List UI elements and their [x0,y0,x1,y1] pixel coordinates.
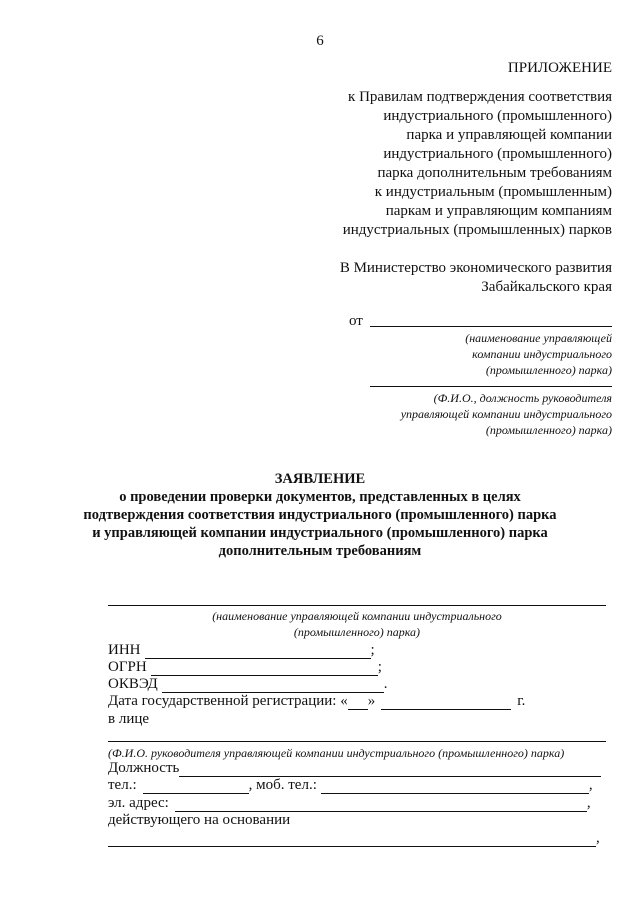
appendix-line: парка и управляющей компании [406,127,612,143]
punctuation: , [586,795,591,811]
inn-field[interactable] [145,644,371,659]
caption-line: (Ф.И.О., должность руководителя [433,391,612,405]
registration-month-year-field[interactable] [381,695,511,710]
registration-date-label: Дата государственной регистрации: « [108,693,348,709]
org-name-caption [372,330,612,378]
punctuation: , [596,830,600,846]
appendix-line: к индустриальным (промышленным) [374,184,612,200]
phone-label: тел.: [108,777,137,793]
appendix-title: ПРИЛОЖЕНИЕ [507,60,612,76]
org-name-field[interactable] [370,326,612,327]
position-field[interactable] [179,762,601,777]
addressee-line: Забайкальского края [481,279,612,295]
phone-row [108,776,593,794]
appendix-line: паркам и управляющим компаниям [385,203,612,219]
head-name-caption [352,390,612,438]
from-label: от [349,313,363,329]
statement-subtitle [0,488,640,560]
caption-line: (наименование управляющей компании индустриального [212,609,502,623]
email-label: эл. адрес: [108,795,169,811]
caption-line: (промышленного) парка) [293,625,421,639]
position-label: Должность [108,760,180,776]
ogrn-row [108,658,382,676]
registration-day-field[interactable] [348,695,368,710]
email-field[interactable] [175,797,587,812]
year-suffix: г. [517,693,526,709]
punctuation: ; [370,642,375,658]
basis-field[interactable] [108,832,596,847]
appendix-line: парка дополнительным требованиям [377,165,612,181]
ogrn-label: ОГРН [108,659,147,675]
phone-field[interactable] [143,779,249,794]
punctuation: ; [377,659,382,675]
appendix-line: индустриального (промышленного) [383,146,612,162]
punctuation: . [383,676,388,692]
head-name-field[interactable] [370,386,612,387]
position-row [108,759,601,777]
punctuation: » [367,693,376,709]
page-number: 6 [316,33,324,49]
okved-row [108,675,387,693]
appendix-reference [272,88,612,240]
company-name-field[interactable] [108,605,606,606]
head-fullname-field[interactable] [108,741,606,742]
okved-field[interactable] [162,678,384,693]
email-row [108,794,591,812]
inn-row [108,641,375,659]
appendix-line: индустриального (промышленного) [383,108,612,124]
punctuation: , [588,777,593,793]
okved-label: ОКВЭД [108,676,158,692]
in-person-label: в лице [108,711,150,727]
caption-line: (наименование управляющей [465,331,612,345]
appendix-line: к Правилам подтверждения соответствия [348,89,612,105]
inn-label: ИНН [108,642,141,658]
subtitle-line: подтверждения соответствия индустриального (промышленного) парка [83,507,557,523]
addressee-line: В Министерство экономического развития [339,260,612,276]
company-name-caption [108,608,606,640]
subtitle-line: и управляющей компании индустриального (промышленного) парка [92,525,548,541]
subtitle-line: дополнительным требованиям [218,543,422,559]
appendix-line: индустриальных (промышленных) парков [342,222,612,238]
head-fullname-caption: (Ф.И.О. руководителя управляющей компании индустриального (промышленного) парка) [108,746,565,760]
basis-row [108,829,600,847]
registration-date-row [108,692,525,710]
basis-label: действующего на основании [108,812,291,828]
caption-line: компании индустриального [472,347,612,361]
subtitle-line: о проведении проверки документов, представленных в целях [119,489,521,505]
caption-line: (промышленного) парка) [485,423,612,437]
caption-line: управляющей компании индустриального [400,407,612,421]
mobile-label: , моб. тел.: [248,777,317,793]
caption-line: (промышленного) парка) [485,363,612,377]
ogrn-field[interactable] [151,661,378,676]
mobile-phone-field[interactable] [321,779,589,794]
statement-title: ЗАЯВЛЕНИЕ [274,471,366,487]
addressee-ministry [340,259,612,297]
